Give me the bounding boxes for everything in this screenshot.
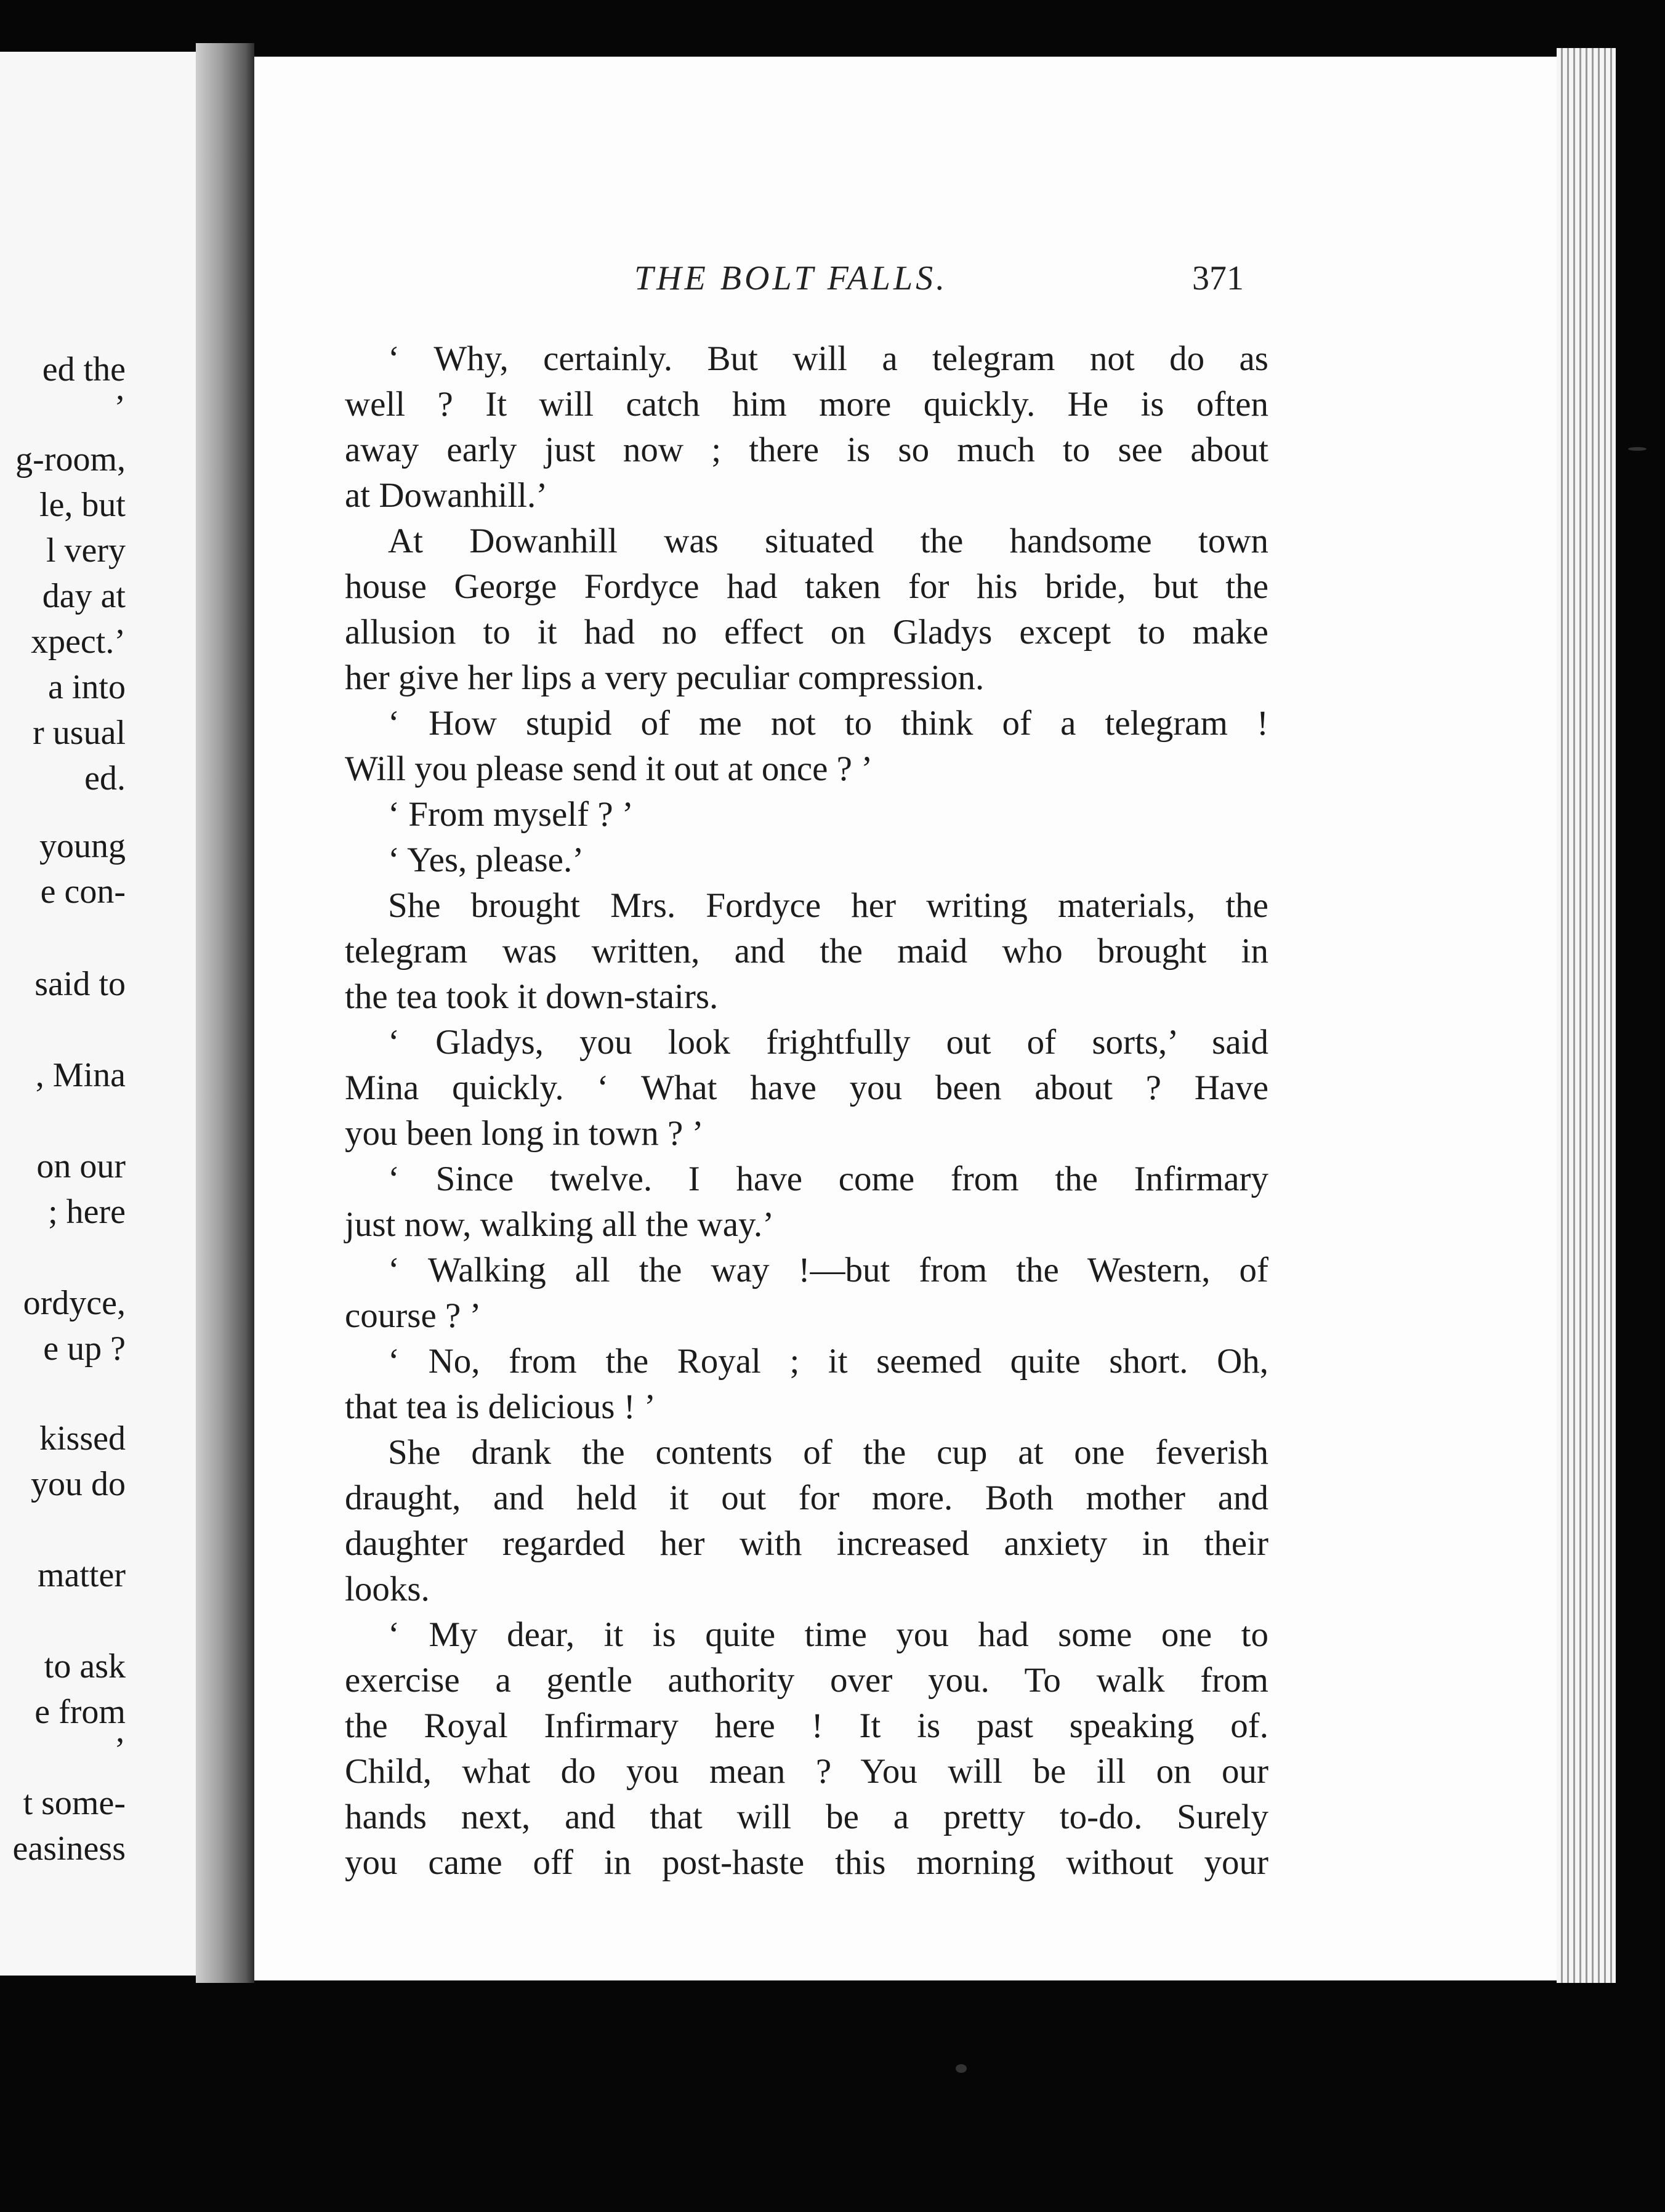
previous-page-line: matter (37, 1556, 126, 1594)
book-gutter-shadow (196, 43, 254, 1983)
previous-page-line: l very (46, 531, 126, 570)
previous-page-text (0, 52, 196, 1976)
text-line: She drank the contents of the cup at one feverish (388, 1433, 1268, 1472)
text-line: ‘ Yes, please.’ (388, 841, 584, 879)
text-line: the tea took it down-stairs. (345, 977, 719, 1016)
text-line: ‘ Since twelve. I have come from the Infirmary (388, 1160, 1268, 1198)
text-line: ‘ Walking all the way !—but from the Western, of (388, 1251, 1268, 1290)
text-line: ‘ Gladys, you look frightfully out of sorts,’ said (388, 1023, 1268, 1062)
previous-page-line: said to (34, 965, 126, 1003)
previous-page-line: , Mina (35, 1056, 126, 1094)
page-number: 371 (1192, 259, 1244, 297)
previous-page-line: e up ? (43, 1330, 126, 1368)
previous-page-line: kissed (39, 1419, 126, 1458)
previous-page-line: le, but (39, 486, 126, 524)
text-line: ‘ No, from the Royal ; it seemed quite short. Oh, (388, 1342, 1268, 1381)
previous-page (0, 52, 196, 1976)
previous-page-line: g-room, (15, 440, 126, 478)
text-line: her give her lips a very peculiar compression. (345, 658, 985, 697)
previous-page-line: ; here (48, 1193, 126, 1231)
previous-page-line: to ask (44, 1647, 126, 1685)
text-line: She brought Mrs. Fordyce her writing materials, the (388, 886, 1268, 925)
previous-page-line: young (39, 827, 126, 865)
text-line: you came off in post-haste this morning without your (345, 1843, 1268, 1882)
previous-page-line: e from (34, 1693, 126, 1731)
text-line: allusion to it had no effect on Gladys except to make (345, 613, 1268, 652)
text-line: at Dowanhill.’ (345, 476, 548, 515)
text-line: Mina quickly. ‘ What have you been about ? Have (345, 1068, 1268, 1107)
page-edges (1557, 48, 1616, 1983)
previous-page-line: ’ (114, 389, 126, 427)
previous-page-line: easiness (12, 1830, 126, 1868)
text-line: just now, walking all the way.’ (345, 1205, 775, 1244)
text-line: ‘ Why, certainly. But will a telegram not do as (388, 339, 1268, 378)
previous-page-line: t some- (23, 1784, 126, 1822)
text-line: looks. (345, 1570, 430, 1609)
text-line: course ? ’ (345, 1296, 482, 1335)
previous-page-line: e con- (40, 873, 126, 911)
previous-page-line: day at (42, 577, 126, 615)
text-line: Will you please send it out at once ? ’ (345, 749, 873, 788)
previous-page-line: on our (36, 1147, 126, 1185)
previous-page-line: you do (31, 1465, 126, 1503)
text-line: exercise a gentle authority over you. To walk from (345, 1661, 1268, 1700)
text-line: away early just now ; there is so much to see about (345, 430, 1268, 469)
previous-page-line: ed the (42, 350, 126, 389)
text-line: house George Fordyce had taken for his bride, but the (345, 567, 1268, 606)
text-line: well ? It will catch him more quickly. He is often (345, 385, 1268, 424)
previous-page-line: r usual (33, 714, 126, 752)
previous-page-line: a into (48, 668, 126, 706)
text-line: draught, and held it out for more. Both mother and (345, 1479, 1268, 1517)
text-line: telegram was written, and the maid who brought in (345, 932, 1268, 971)
text-line: that tea is delicious ! ’ (345, 1387, 656, 1426)
text-line: you been long in town ? ’ (345, 1114, 704, 1153)
text-line: At Dowanhill was situated the handsome town (388, 522, 1268, 560)
text-line: daughter regarded her with increased anxiety in their (345, 1524, 1268, 1563)
text-line: hands next, and that will be a pretty to-do. Surely (345, 1798, 1268, 1836)
text-line: Child, what do you mean ? You will be ill on our (345, 1752, 1268, 1791)
text-line: the Royal Infirmary here ! It is past speaking of. (345, 1706, 1268, 1745)
text-line: ‘ My dear, it is quite time you had some one to (388, 1615, 1268, 1654)
running-head: THE BOLT FALLS. (634, 259, 948, 297)
text-line: ‘ From myself ? ’ (388, 795, 634, 834)
previous-page-line: ordyce, (23, 1284, 126, 1322)
previous-page-line: ’ (114, 1731, 126, 1769)
scan-speck (956, 2064, 967, 2073)
previous-page-line: ed. (84, 759, 126, 797)
scan-speck (1628, 447, 1647, 451)
previous-page-line: xpect.’ (31, 623, 126, 661)
text-line: ‘ How stupid of me not to think of a telegram ! (388, 704, 1268, 743)
